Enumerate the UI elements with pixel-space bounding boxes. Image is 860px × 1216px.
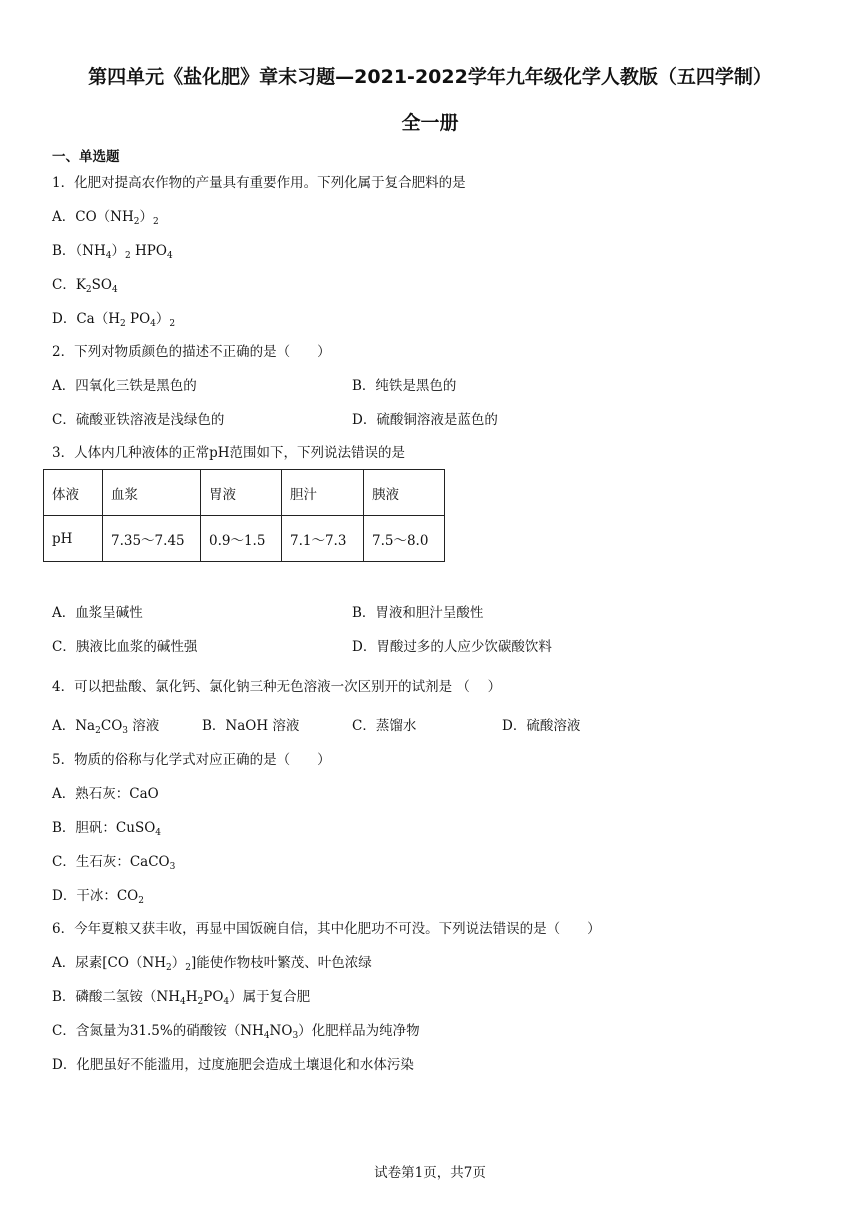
question-5-option-c: C．生石灰：CaCO$_3$ <box>52 854 176 872</box>
question-6-stem: 6．今年夏粮又获丰收，再显中国饭碗自信，其中化肥功不可没。下列说法错误的是（ ） <box>52 921 601 937</box>
question-3-option-d: D．胃酸过多的人应少饮碳酸饮料 <box>352 639 552 655</box>
question-3-option-b: B．胃液和胆汁呈酸性 <box>352 605 484 621</box>
question-2-option-a: A．四氧化三铁是黑色的 <box>52 378 197 394</box>
ph-table-cell: 7.5～8.0 <box>364 516 445 562</box>
question-6-option-d: D．化肥虽好不能滥用，过度施肥会造成土壤退化和水体污染 <box>52 1057 414 1073</box>
question-2-stem: 2．下列对物质颜色的描述不正确的是（ ） <box>52 344 331 360</box>
question-1-option-a: A．$CO(NH_2)_2$ <box>52 209 159 227</box>
question-3-option-c: C．胰液比血浆的碱性强 <box>52 639 198 655</box>
question-5-option-d: D．干冰：$CO_2$ <box>52 888 144 906</box>
question-1-option-c: C．$K_2SO_4$ <box>52 277 118 295</box>
question-2-option-c: C．硫酸亚铁溶液是浅绿色的 <box>52 412 225 428</box>
question-5-option-b: B．胆矾：CuSO$_4$ <box>52 820 161 838</box>
ph-table-cell: 体液 <box>44 470 103 516</box>
question-1-option-d: D．$Ca(H_2$ $PO_4)_2$ <box>52 311 176 329</box>
question-6-option-b: B．磷酸二氢铵$(NH_4H_2PO_4)$属于复合肥 <box>52 989 311 1007</box>
ph-table-cell: 胰液 <box>364 470 445 516</box>
question-6-option-c: C．含氮量为31.5%的硝酸铵$(NH_4NO_3)$化肥样品为纯净物 <box>52 1023 420 1041</box>
question-5-option-a: A．熟石灰：CaO <box>52 786 159 802</box>
ph-table-cell: 血浆 <box>103 470 201 516</box>
ph-table-cell: pH <box>44 516 103 562</box>
question-4-option-a: A．$Na_2CO_3$ 溶液 <box>52 718 160 736</box>
ph-table-row <box>44 516 445 562</box>
question-1-option-b: B．$(NH_4)_2$ $HPO_4$ <box>52 243 173 261</box>
question-2-option-b: B．纯铁是黑色的 <box>352 378 457 394</box>
document-title-line2: 全一册 <box>401 112 459 134</box>
page-footer: 试卷第1页，共7页 <box>374 1165 486 1181</box>
question-1-stem: 1．化肥对提高农作物的产量具有重要作用。下列化属于复合肥料的是 <box>52 175 466 191</box>
section-heading: 一、单选题 <box>52 149 120 165</box>
ph-table-cell: 7.35～7.45 <box>103 516 201 562</box>
question-3-option-a: A．血浆呈碱性 <box>52 605 143 621</box>
ph-table-cell: 0.9～1.5 <box>201 516 282 562</box>
question-3-stem: 3．人体内几种液体的正常pH范围如下，下列说法错误的是 <box>52 445 406 461</box>
question-4-option-c: C．蒸馏水 <box>352 718 417 734</box>
ph-table-header-row <box>44 470 445 516</box>
ph-table-cell: 7.1～7.3 <box>282 516 364 562</box>
question-4-option-d: D．硫酸溶液 <box>502 718 581 734</box>
ph-table-cell: 胆汁 <box>282 470 364 516</box>
question-2-option-d: D．硫酸铜溶液是蓝色的 <box>352 412 498 428</box>
ph-table-cell: 胃液 <box>201 470 282 516</box>
ph-table <box>43 469 445 562</box>
question-6-option-a: A．尿素$[CO(NH_2)_2]$能使作物枝叶繁茂、叶色浓绿 <box>52 955 372 973</box>
question-4-stem: 4．可以把盐酸、氯化钙、氯化钠三种无色溶液一次区别开的试剂是 （ ） <box>52 679 502 695</box>
question-4-option-b: B．NaOH 溶液 <box>202 718 300 734</box>
question-5-stem: 5．物质的俗称与化学式对应正确的是（ ） <box>52 752 331 768</box>
document-title-line1: 第四单元《盐化肥》章末习题—2021-2022学年九年级化学人教版（五四学制） <box>88 66 772 88</box>
